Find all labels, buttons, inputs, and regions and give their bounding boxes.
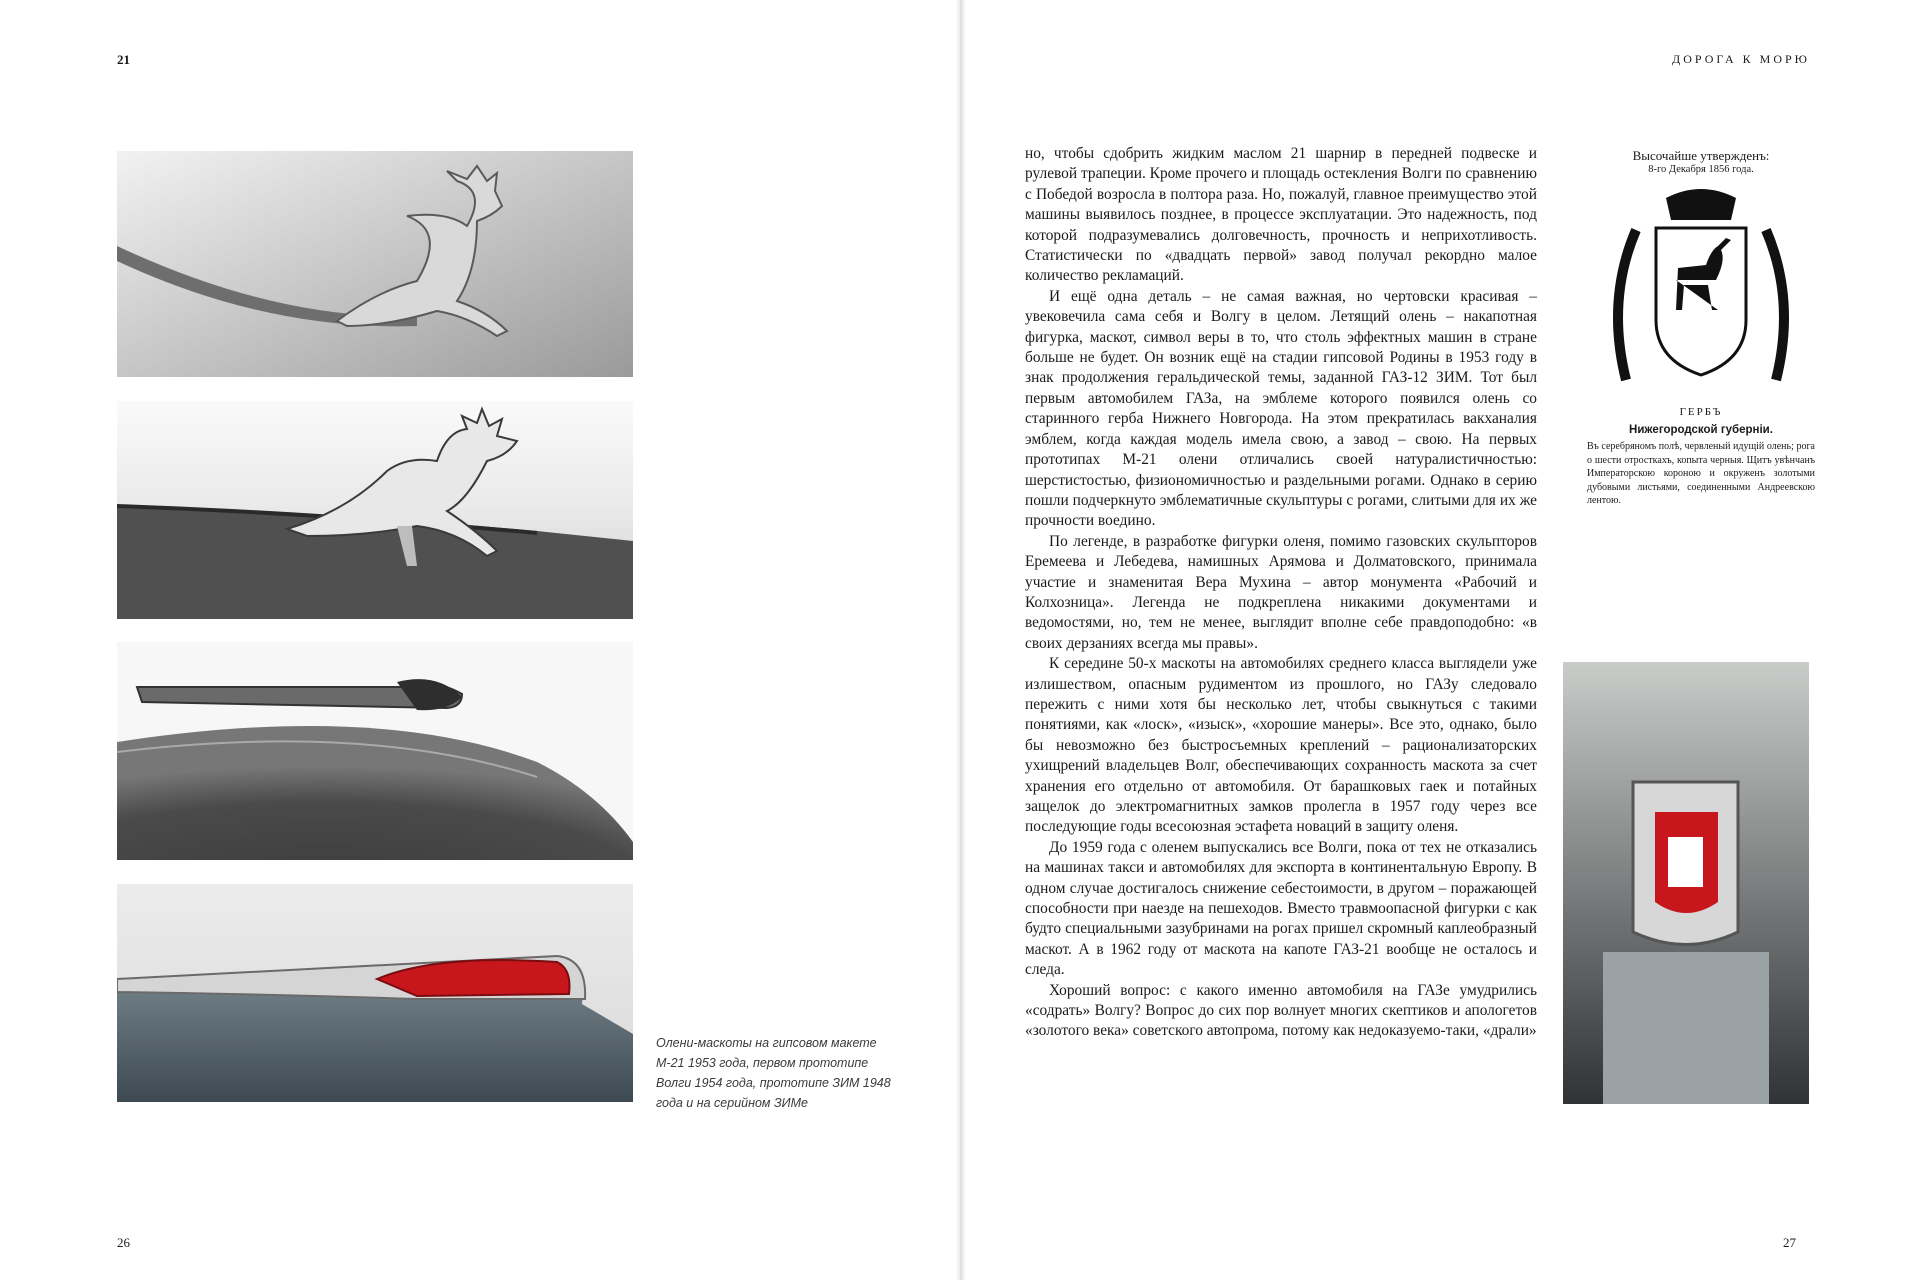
coat-of-arms-block: [1583, 148, 1819, 508]
photo-zim-grille-emblem: [1563, 662, 1809, 1104]
crest-name: Нижегородской губерніи.: [1629, 424, 1773, 436]
paragraph: Хороший вопрос: с какого именно автомобиля на ГАЗе умудрились «содрать» Волгу? Вопрос до сих пор волнует многих скептиков и апологетов «золотого века» советского автопрома, потому как недоказуемо-таки, «драли»: [1025, 981, 1537, 1040]
photo-deer-mascot-plaster: [117, 151, 633, 377]
paragraph: По легенде, в разработке фигурки оленя, помимо газовских скульпторов Еремеева и Лебедева, намишных Арямова и Долматовского, принимала участие и знаменитая Вера Мухина – автор монумента «Рабочий и Колхозница». Легенда не подкреплена никакими документами и ведомостями, но, тем не менее, выглядит вполне себе правдоподобно: «в своих дерзаниях всегда мы правы».: [1025, 532, 1537, 652]
crest-title: ГЕРБЪ: [1679, 406, 1723, 418]
main-text: [1025, 144, 1537, 1042]
paragraph: К середине 50-х маскоты на автомобилях среднего класса выглядели уже излишеством, опасным рудиментом из прошлого, но ГАЗу следовало пережить с ними хотя бы несколько лет, чтобы свыкнуться с такими понятиями, как «лоск», «изыск», «хорошие манеры». Все это, однако, было бы невозможно без быстросъемных креплений – рационализаторских ухищрений владельцев Волг, обеспечивающих сохранность маскота за счет хранения его отдельно от автомобиля. От барашковых гаек и потайных защелок до электромагнитных замков пролегла в 1957 году через все последующие годы всесоюзная эстафета новаций в защиту оленя.: [1025, 655, 1537, 836]
running-header-left: 21: [117, 52, 130, 67]
crest-header: Высочайше утвержденъ:: [1632, 148, 1770, 163]
crest-date: 8-го Декабря 1856 года.: [1648, 164, 1754, 175]
page-number-right: 27: [1783, 1235, 1796, 1250]
paragraph: И ещё одна деталь – не самая важная, но чертовски красивая – увековечила сама себя и Волгу в целом. Летящий олень – накапотная фигурка, маскот, символ веры в то, что столь эффектных машин в стране больше не будет. Он возник ещё на стадии гипсовой Родины в 1953 году в знак продолжения геральдической темы, заданной ГАЗ-12 ЗИМ. Тот был первым автомобилем ГАЗа, на эмблеме которого появился олень со старинного герба Нижнего Новгорода. На этом прекратилась вакханалия эмблем, когда каждая модель имела свою, а завод – свою. На первых прототипах М-21 олени отличались своей натуралистичностью: шерстистостью, физиономичностью и раздельными рогами. Однако в серию пошли подчеркнуто эмблематичные скульптуры с рогами, слитыми для их же прочности воедино.: [1025, 287, 1537, 530]
photo-zim-serial-mascot: [117, 884, 633, 1102]
running-header-right: ДОРОГА К МОРЮ: [1672, 52, 1810, 66]
photo-zim-prototype-mascot: [117, 642, 633, 860]
paragraph: До 1959 года с оленем выпускались все Волги, пока от тех не отказались на машинах такси и автомобилях для экспорта в континентальную Европу. В одном случае достигалось снижение себестоимости, в другом – поражающей способности при наезде на пешеходов. Вместо травмоопасной фигурки с как будто специальными зазубринами на рогах пришел скромный каплеобразный маскот. А в 1962 году от маскота на капоте ГАЗ-21 вообще не осталось и следа.: [1025, 838, 1537, 979]
coat-of-arms-icon: [1606, 180, 1796, 398]
page-gutter: [956, 0, 966, 1280]
crest-description: Въ серебряномъ полѣ, червленый идущій олень; рога о шести отросткахъ, копыта черныя. Щитъ увѣнчанъ Императорскою короною и окруженъ золотыми дубовыми листьями, соединенными Андреевскою лентою.: [1587, 441, 1815, 506]
photo-deer-mascot-prototype: [117, 401, 633, 619]
page-number-left: 26: [117, 1235, 130, 1250]
paragraph: но, чтобы сдобрить жидким маслом 21 шарнир в передней подвеске и рулевой трапеции. Кроме прочего и площадь остекления Волги по сравнению с Победой возросла в полтора раза. Но, пожалуй, главное преимущество этой машины выявилось позднее, в процессе эксплуатации. Это надежность, под которой подразумевались долговечность, прочность и неприхотливость. Статистически по «двадцать первой» завод получал рекордно малое количество рекламаций.: [1025, 145, 1537, 285]
photo-caption: Олени-маскоты на гипсовом макете М-21 1953 года, первом прототипе Волги 1954 года, прототипе ЗИМ 1948 года и на серийном ЗИМе: [656, 1036, 891, 1110]
